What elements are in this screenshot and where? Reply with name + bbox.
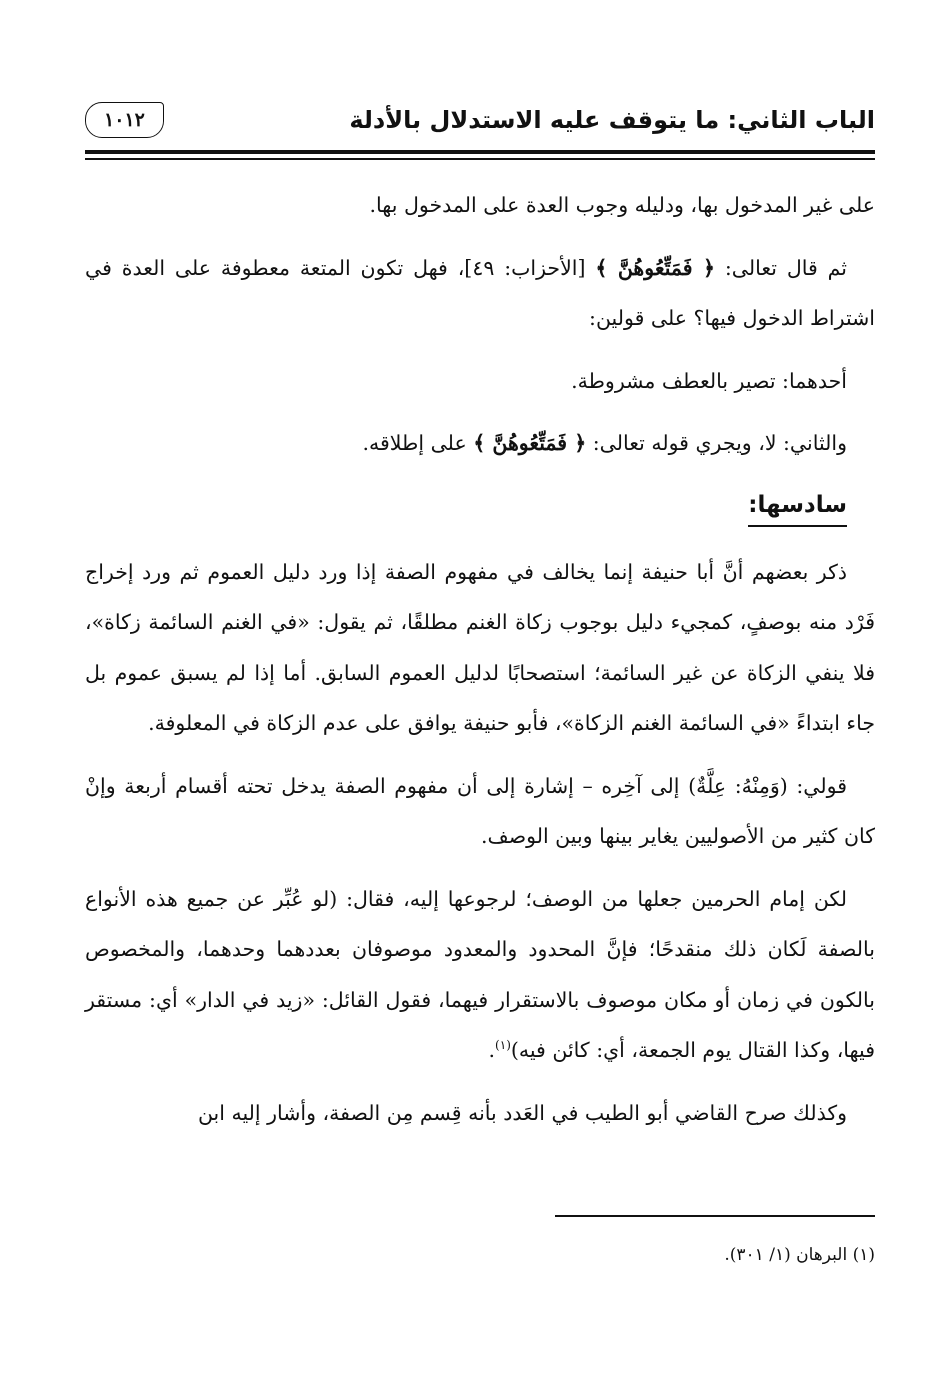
footnote: (١) البرهان (١/ ٣٠١).	[724, 1245, 875, 1265]
paragraph-2-lead: ثم قال تعالى:	[715, 255, 847, 280]
paragraph-6: قولي: (وَمِنْهُ: عِلَّةٌ) إلى آخِره – إشارة إلى أن مفهوم الصفة يدخل تحته أقسام أربعة وإنْ كان كثير من الأصوليين يغاير بينها وبين الوصف.	[85, 773, 875, 848]
paragraph-7-text: لكن إمام الحرمين جعلها من الوصف؛ لرجوعها إليه، فقال: (لو عُبِّر عن جميع هذه الأنواع بالصفة لَكان ذلك منقدحًا؛ فإنَّ المحدود والمعدود موصوفان بعددهما وحدهما، والمخصوص بالكون في زمان أو مكان موصوف بالاستقرار فيهما، فقول القائل: «زيد في الدار» أي: مستقر فيها، وكذا القتال يوم الجمعة، أي: كائن فيه)	[85, 886, 875, 1062]
header-rule	[85, 150, 875, 154]
footnote-separator	[555, 1215, 875, 1217]
paragraph-8: وكذلك صرح القاضي أبو الطيب في العَدد بأنه قِسم مِن الصفة، وأشار إليه ابن	[197, 1100, 847, 1125]
footnote-reference: (١)	[495, 1038, 511, 1053]
paragraph-5: ذكر بعضهم أنَّ أبا حنيفة إنما يخالف في مفهوم الصفة إذا ورد دليل العموم ثم ورد إخراج فَرْد منه بوصفٍ، كمجيء دليل بوجوب زكاة الغنم مطلقًا، ثم يقول: «في الغنم السائمة زكاة»، فلا ينفي الزكاة عن غير السائمة؛ استصحابًا لدليل العموم السابق. أما إذا لم يسبق عموم بل جاء ابتداءً «في السائمة الغنم الزكاة»، فأبو حنيفة يوافق على عدم الزكاة في المعلوفة.	[85, 559, 875, 735]
paragraph-4-lead: والثاني: لا، ويجري قوله تعالى:	[586, 431, 847, 455]
page-header	[85, 96, 875, 144]
paragraph-3: أحدهما: تصير بالعطف مشروطة.	[571, 368, 847, 393]
paragraph-4-rest: على إطلاقه.	[362, 431, 474, 455]
quran-quote: ﴿ فَمَتِّعُوهُنَّ ﴾	[473, 431, 587, 455]
paragraph-1: على غير المدخول بها، ودليله وجوب العدة على المدخول بها.	[369, 193, 875, 217]
quran-quote: ﴿ فَمَتِّعُوهُنَّ ﴾	[595, 255, 716, 280]
paragraph-7-end: .	[488, 1038, 496, 1062]
section-heading: سادسها:	[748, 485, 847, 527]
page-number: ١٠١٢	[104, 109, 145, 131]
paragraph-2	[85, 243, 875, 344]
page-body	[85, 180, 875, 1150]
page-number-badge	[85, 102, 164, 138]
running-title: الباب الثاني: ما يتوقف عليه الاستدلال بالأدلة	[349, 106, 875, 134]
paragraph-2-rest: [الأحزاب: ٤٩]، فهل تكون المتعة معطوفة على العدة في اشتراط الدخول فيها؟ على قولين:	[85, 255, 875, 330]
paragraph-4	[85, 418, 875, 469]
header-rule-thin	[85, 158, 875, 160]
paragraph-7	[85, 874, 875, 1076]
